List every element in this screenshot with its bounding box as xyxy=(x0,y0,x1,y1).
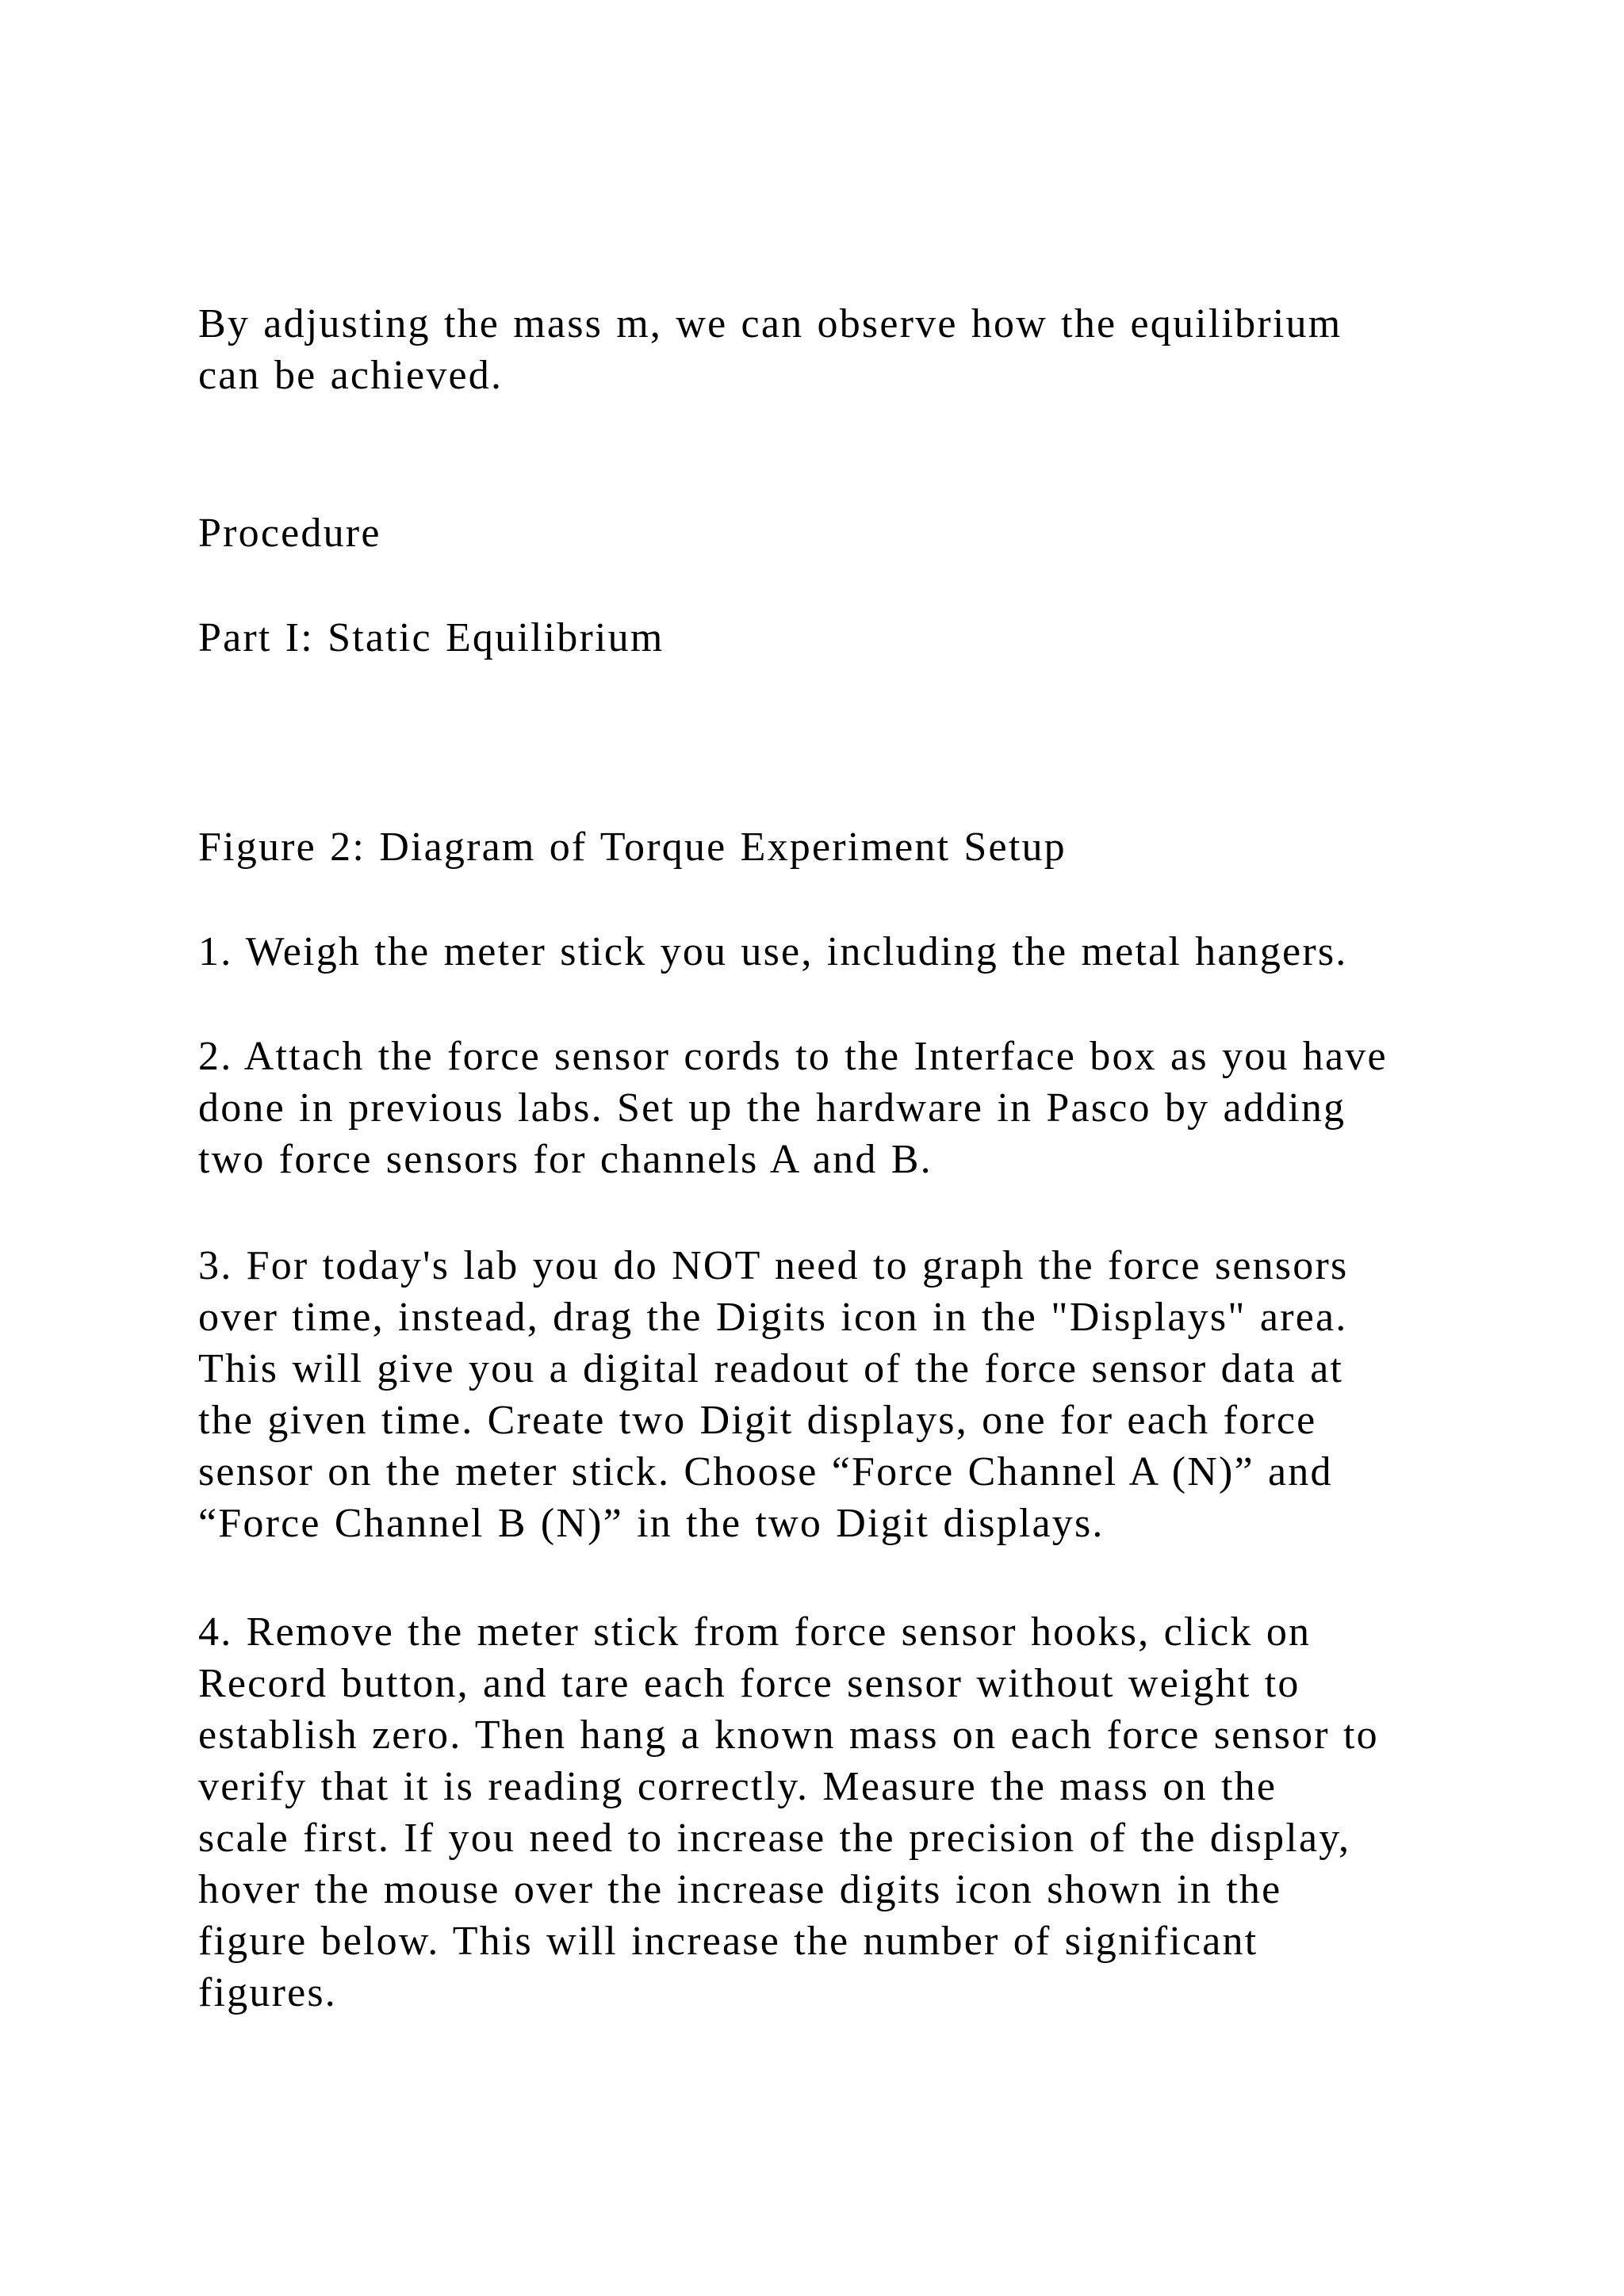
text-line: figure below. This will increase the number of significant xyxy=(198,1919,1258,1964)
text-line: 2. Attach the force sensor cords to the Interface box as you have xyxy=(198,1034,1388,1079)
text-line: figures. xyxy=(198,1970,337,2015)
text-line: done in previous labs. Set up the hardware in Pasco by adding xyxy=(198,1085,1346,1131)
text-line: two force sensors for channels A and B. xyxy=(198,1137,933,1182)
step-1-paragraph xyxy=(198,926,1546,978)
text-line: “Force Channel B (N)” in the two Digit displays. xyxy=(198,1501,1105,1546)
intro-paragraph xyxy=(198,298,1546,401)
text-line: Record button, and tare each force sensor without weight to xyxy=(198,1661,1300,1706)
text-line: sensor on the meter stick. Choose “Force Channel A (N)” and xyxy=(198,1449,1333,1494)
text-line: establish zero. Then hang a known mass on each force sensor to xyxy=(198,1712,1379,1758)
procedure-heading: Procedure xyxy=(198,511,381,556)
text-line: By adjusting the mass m, we can observe how the equilibrium xyxy=(198,301,1342,346)
text-line: the given time. Create two Digit displays, one for each force xyxy=(198,1398,1317,1443)
text-line: This will give you a digital readout of the force sensor data at xyxy=(198,1346,1344,1391)
text-line: 4. Remove the meter stick from force sensor hooks, click on xyxy=(198,1609,1312,1655)
step-3-paragraph xyxy=(198,1240,1546,1549)
part-heading: Part I: Static Equilibrium xyxy=(198,615,665,660)
step-4-paragraph xyxy=(198,1606,1546,2019)
figure-caption: Figure 2: Diagram of Torque Experiment Setup xyxy=(198,825,1067,870)
step-2-paragraph xyxy=(198,1031,1546,1185)
text-line: 1. Weigh the meter stick you use, including the metal hangers. xyxy=(198,929,1348,974)
text-line: hover the mouse over the increase digits icon shown in the xyxy=(198,1867,1282,1912)
text-line: over time, instead, drag the Digits icon in the "Displays" area. xyxy=(198,1295,1348,1340)
text-line: 3. For today's lab you do NOT need to graph the force sensors xyxy=(198,1243,1349,1288)
text-line: can be achieved. xyxy=(198,353,504,398)
text-line: scale first. If you need to increase the precision of the display, xyxy=(198,1816,1351,1861)
text-line: verify that it is reading correctly. Measure the mass on the xyxy=(198,1764,1277,1809)
